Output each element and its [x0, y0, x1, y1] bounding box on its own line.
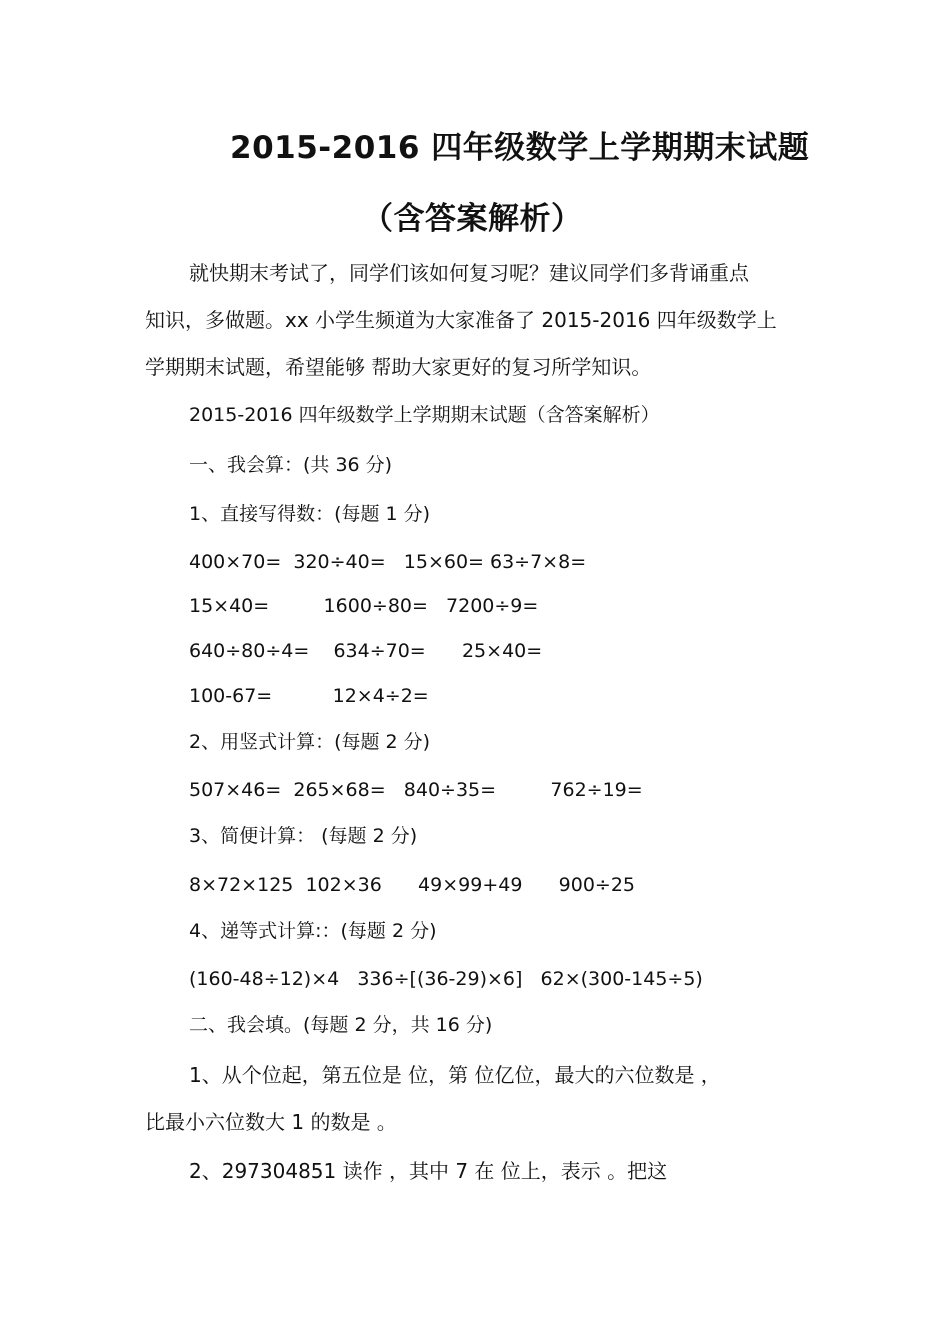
question-1-row-3: 640÷80÷4= 634÷70= 25×40=	[189, 640, 543, 662]
question-1-row-2: 15×40= 1600÷80= 7200÷9=	[189, 595, 539, 617]
document-title-line1: 2015-2016 四年级数学上学期期末试题	[230, 130, 810, 166]
fill-question-1	[145, 1052, 807, 1146]
question-1-row-1: 400×70= 320÷40= 15×60= 63÷7×8=	[189, 551, 587, 573]
question-3-row: 8×72×125 102×36 49×99+49 900÷25	[189, 874, 636, 896]
question-2-heading: 2、用竖式计算：(每题 2 分)	[189, 731, 431, 753]
fill-question-1-line-2: 比最小六位数大 1 的数是 。	[145, 1110, 397, 1134]
question-4-row: (160-48÷12)×4 336÷[(36-29)×6] 62×(300-145÷5)	[189, 968, 703, 990]
section-2-heading: 二、我会填。(每题 2 分，共 16 分)	[189, 1014, 493, 1036]
question-1-row-4: 100-67= 12×4÷2=	[189, 685, 429, 707]
intro-line-2: 知识，多做题。xx 小学生频道为大家准备了 2015-2016 四年级数学上	[145, 308, 777, 332]
intro-paragraph	[145, 250, 807, 391]
fill-question-2-line-1: 2、297304851 读作 ，其中 7 在 位上，表示 。把这	[189, 1159, 668, 1183]
fill-question-2	[145, 1148, 807, 1195]
subtitle: 2015-2016 四年级数学上学期期末试题（含答案解析）	[189, 404, 660, 426]
question-3-heading: 3、简便计算： (每题 2 分)	[189, 825, 418, 847]
fill-question-1-line-1: 1、从个位起，第五位是 位，第 位亿位，最大的六位数是 ，	[189, 1063, 721, 1087]
intro-line-3: 学期期末试题，希望能够 帮助大家更好的复习所学知识。	[145, 355, 652, 379]
section-1-heading: 一、我会算：(共 36 分)	[189, 454, 393, 476]
question-1-heading: 1、直接写得数：(每题 1 分)	[189, 503, 431, 525]
question-2-row: 507×46= 265×68= 840÷35= 762÷19=	[189, 779, 643, 801]
document-title-line2: （含答案解析）	[362, 201, 583, 237]
question-4-heading: 4、递等式计算:：(每题 2 分)	[189, 920, 437, 942]
intro-line-1: 就快期末考试了，同学们该如何复习呢？建议同学们多背诵重点	[189, 261, 749, 285]
